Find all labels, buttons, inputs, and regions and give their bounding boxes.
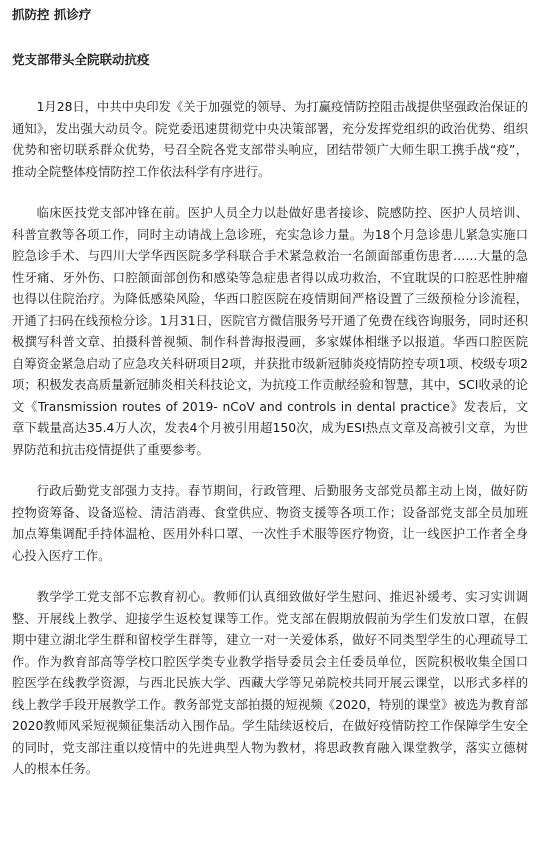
section-heading: 党支部带头全院联动抗疫 — [12, 52, 150, 67]
paragraph-party-mobilization: 1月28日，中共中央印发《关于加强党的领导、为打赢疫情防控阻击战提供坚强政治保证的通知》，发出强大动员令。院党委迅速贯彻党中央决策部署，充分发挥党组织的政治优势、组织优势和密切联系群众优势，号召全院各党支部带头响应，团结带领广大师生职工携手战“疫”，推动全院整体疫情防控工作依法科学有序进行。 — [12, 100, 528, 179]
paragraph-logistics-branch: 行政后勤党支部强力支持。春节期间，行政管理、后勤服务支部党员都主动上岗，做好防控物资筹备、设备巡检、清洁消毒、食堂供应、物资支援等各项工作；设备部党支部全员加班加点筹集调配手持体温枪、医用外科口罩、一次性手术服等医疗物资，让一线医护工作者全身心投入医疗工作。 — [12, 484, 528, 563]
article-title: 抓防控 抓诊疗 — [12, 7, 92, 22]
paragraph-clinical-branch: 临床医技党支部冲锋在前。医护人员全力以赴做好患者接诊、院感防控、医护人员培训、科普宣教等各项工作，同时主动请战上急诊班，充实急诊力量。为18个月急诊患儿紧急实施口腔急诊手术、与四川大学华西医院多学科联合手术紧急救治一名颌面部重伤患者……大量的急性牙痛、牙外伤、口腔颌面部创伤和感染等急症患者得以成功救治，不宜耽误的口腔恶性肿瘤也得以住院治疗。为降低感染风险，华西口腔医院在疫情期间严格设置了三级预检分诊流程，开通了扫码在线预检分诊。1月31日，医院官方微信服务号开通了免费在线咨询服务，同时还积极撰写科普文章、拍摄科普视频、制作科普海报漫画，多家媒体相继予以报道。华西口腔医院自筹资金紧急启动了应急攻关科研项目2项，并获批市级新冠肺炎疫情防控专项1项、校级专项2项；积极发表高质量新冠肺炎相关科技论文，为抗疫工作贡献经验和智慧，其中，SCI收录的论文《Transmission routes of 2019- nCoV and controls in dental practice》发表后，文章下载量高达35.4万人次，发表4个月被引用超150次，成为ESI热点文章及高被引文章，为世界防范和抗击疫情提供了重要参考。 — [12, 206, 528, 457]
paragraph-teaching-branch: 教学学工党支部不忘教育初心。教师们认真细致做好学生慰问、推迟补缓考、实习实训调整、开展线上教学、迎接学生返校复课等工作。党支部在假期放假前为学生们发放口罩，在假期中建立湖北学生群和留校学生群等，建立一对一关爱体系，做好不同类型学生的心理疏导工作。作为教育部高等学校口腔医学类专业教学指导委员会主任委员单位，医院积极收集全国口腔医学在线教学资源，与西北民族大学、西藏大学等兄弟院校共同开展云课堂，以形式多样的线上教学手段开展教学工作。教务部党支部拍摄的短视频《2020，特别的课堂》被选为教育部2020教师风采短视频征集活动入围作品。学生陆续返校后，在做好疫情防控工作保障学生安全的同时，党支部注重以疫情中的先进典型人物为教材，将思政教育融入课堂教学，落实立德树人的根本任务。 — [12, 590, 528, 776]
